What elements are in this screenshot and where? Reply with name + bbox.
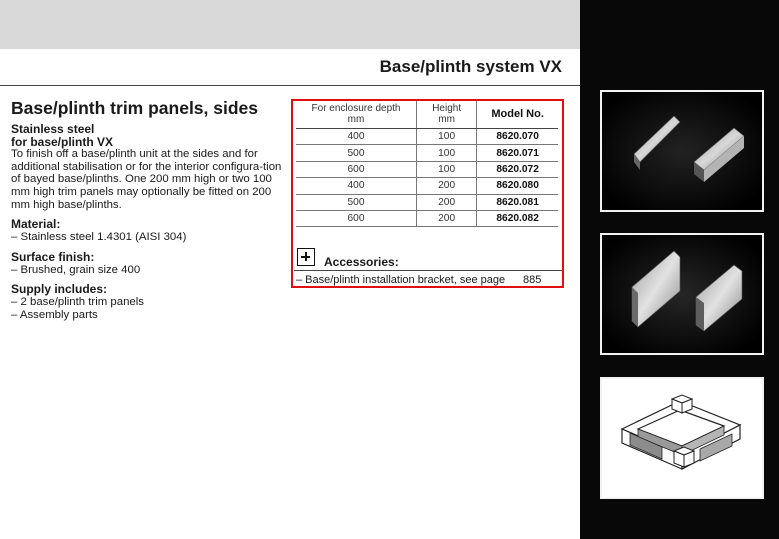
material-item: – Stainless steel 1.4301 (AISI 304) <box>11 231 187 244</box>
cell-depth: 600 <box>296 210 417 226</box>
cell-height: 100 <box>417 129 477 145</box>
base-plinth-frame-icon <box>602 379 762 497</box>
cell-depth: 600 <box>296 161 417 177</box>
cell-depth: 400 <box>296 178 417 194</box>
accessories-divider <box>294 270 562 271</box>
plus-square-icon <box>297 248 315 266</box>
trim-panel-pair-icon <box>602 92 762 210</box>
col-header-depth: For enclosure depth mm <box>296 101 417 129</box>
accessory-page-link[interactable]: 885 <box>523 274 542 286</box>
material-heading: Material: <box>11 217 61 232</box>
model-table <box>296 101 558 227</box>
product-description <box>11 99 283 322</box>
base-plinth-diagram <box>600 377 764 499</box>
trim-panel-pair-large-icon <box>602 235 762 353</box>
header-divider <box>0 85 580 86</box>
table-row <box>296 145 558 161</box>
material-heading-line1: Stainless steel <box>11 122 95 136</box>
supply-item: – 2 base/plinth trim panels <box>11 296 144 309</box>
cell-model: 8620.071 <box>477 145 558 161</box>
cell-depth: 400 <box>296 129 417 145</box>
table-row <box>296 210 558 226</box>
table-row <box>296 129 558 145</box>
supply-includes-heading: Supply includes: <box>11 282 108 297</box>
cell-model: 8620.081 <box>477 194 558 210</box>
cell-height: 100 <box>417 145 477 161</box>
page-subtitle: Base/plinth system VX <box>379 57 562 76</box>
cell-model: 8620.080 <box>477 178 558 194</box>
table-row <box>296 194 558 210</box>
product-title: Base/plinth trim panels, sides <box>11 98 259 118</box>
product-photo-100mm <box>600 90 764 212</box>
surface-finish-heading: Surface finish: <box>11 249 95 264</box>
cell-model: 8620.082 <box>477 210 558 226</box>
surface-finish-item: – Brushed, grain size 400 <box>11 263 141 276</box>
material-heading-line2: for base/plinth VX <box>11 134 114 149</box>
header-band <box>0 0 580 49</box>
product-photo-200mm <box>600 233 764 355</box>
table-row <box>296 178 558 194</box>
accessories-label: Accessories: <box>324 255 399 269</box>
cell-model: 8620.070 <box>477 129 558 145</box>
col-header-height: Height mm <box>417 101 477 129</box>
table-row <box>296 161 558 177</box>
cell-depth: 500 <box>296 145 417 161</box>
cell-depth: 500 <box>296 194 417 210</box>
cell-height: 200 <box>417 210 477 226</box>
cell-height: 100 <box>417 161 477 177</box>
cell-height: 200 <box>417 194 477 210</box>
supply-item: – Assembly parts <box>11 308 98 321</box>
accessory-item: – Base/plinth installation bracket, see page <box>296 274 506 286</box>
col-header-model: Model No. <box>477 101 558 129</box>
table-header-row <box>296 101 558 129</box>
description-text: To finish off a base/plinth unit at the sides and for additional stabilisation or for the interior configura-tion of bayed base/plinths. One 200 mm high or two 100 mm high trim panels may optionally be fitted on 200 mm high base/plinths. <box>11 148 282 211</box>
cell-model: 8620.072 <box>477 161 558 177</box>
cell-height: 200 <box>417 178 477 194</box>
